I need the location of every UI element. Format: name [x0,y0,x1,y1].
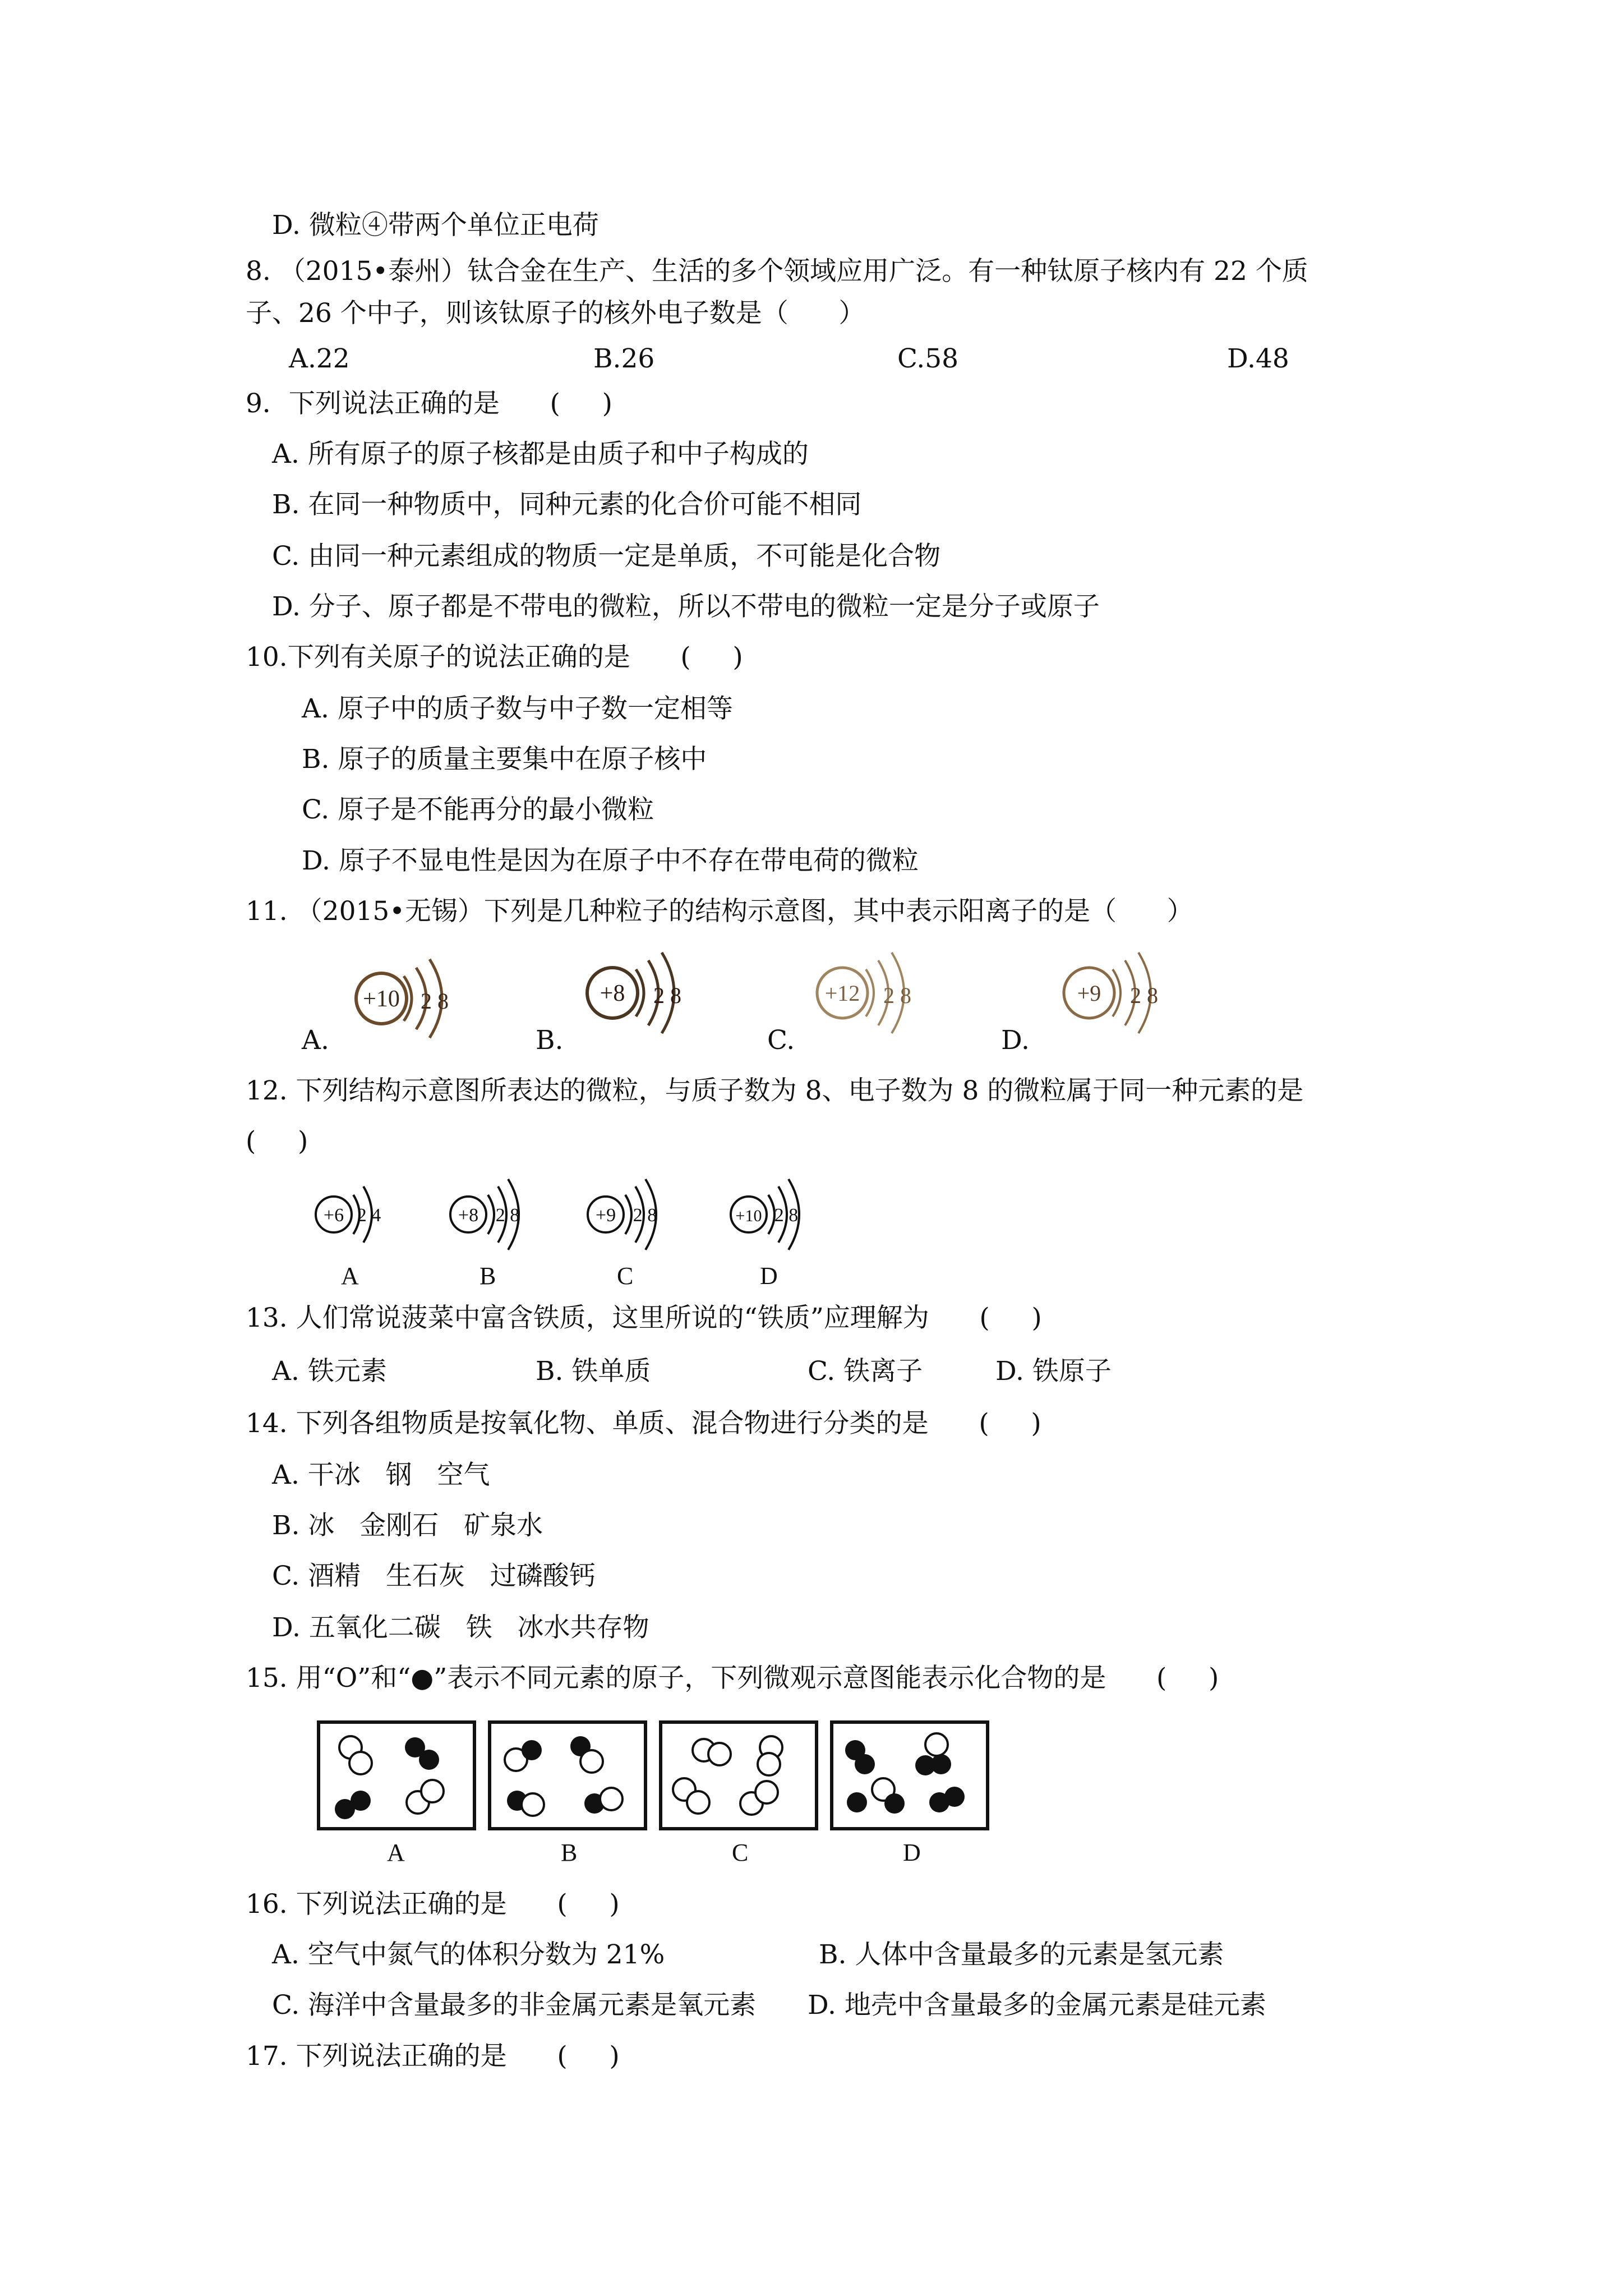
q11-label-d: D. [1001,1025,1030,1056]
white-atom [600,1788,623,1810]
q14-option-b: B. 冰 金刚石 矿泉水 [272,1510,543,1541]
q10-option-a: A. 原子中的质子数与中子数一定相等 [302,693,733,724]
q16-option-d: D. 地壳中含量最多的金属元素是硅元素 [808,1990,1266,2021]
black-atom [884,1793,905,1814]
q14-option-d: D. 五氧化二碳 铁 冰水共存物 [272,1612,649,1643]
q9-option-b: B. 在同一种物质中，同种元素的化合价可能不相同 [272,489,862,520]
white-atom [925,1733,948,1756]
white-atom [687,1791,709,1814]
q11-diagram-a [348,942,471,1043]
q9-option-a: A. 所有原子的原子核都是由质子和中子构成的 [272,439,809,470]
q8-option-c: C.58 [897,343,959,374]
shell-arc [488,1195,494,1234]
electron-counts: 2 8 [883,983,911,1008]
white-atom [522,1793,544,1816]
q14-option-a: A. 干冰 钢 空气 [272,1460,490,1490]
electron-counts: 2 4 [357,1205,381,1226]
black-atom [351,1791,371,1811]
q15-diagrams [317,1719,990,1837]
white-atom [580,1750,603,1773]
nucleus-charge: +10 [735,1207,762,1225]
q15-box-d [832,1722,988,1829]
q10-option-b: B. 原子的质量主要集中在原子核中 [302,744,707,775]
nucleus-charge: +8 [600,981,625,1006]
black-atom [931,1754,951,1774]
q15-label-a: A [387,1839,405,1866]
q8-stem-line2: 子、26 个中子，则该钛原子的核外电子数是（ ） [246,298,865,329]
q9-option-c: C. 由同一种元素组成的物质一定是单质，不可能是化合物 [272,541,941,572]
nucleus-charge: +10 [363,986,400,1012]
white-atom [755,1781,778,1803]
nucleus-charge: +8 [458,1205,479,1226]
shell-arc [768,1195,774,1234]
q8-option-d: D.48 [1227,343,1289,374]
electron-counts: 2 8 [495,1205,520,1226]
q15-stem: 15. 用“O”和“●”表示不同元素的原子，下列微观示意图能表示化合物的是 ( ) [246,1663,1219,1694]
q13-stem: 13. 人们常说菠菜中富含铁质，这里所说的“铁质”应理解为 ( ) [246,1303,1042,1333]
q16-option-b: B. 人体中含量最多的元素是氢元素 [819,1939,1224,1970]
q11-diagram-c [808,937,931,1038]
q10-stem: 10.下列有关原子的说法正确的是 ( ) [246,642,743,673]
q12-label-c: C [617,1262,634,1290]
q12-diagram-c [580,1167,687,1251]
q12-label-d: D [760,1262,778,1290]
q11-label-a: A. [302,1025,329,1056]
q16-option-c: C. 海洋中含量最多的非金属元素是氧元素 [272,1990,757,2021]
nucleus-charge: +9 [1077,981,1101,1006]
q14-stem: 14. 下列各组物质是按氧化物、单质、混合物进行分类的是 ( ) [246,1408,1041,1439]
q9-option-d: D. 分子、原子都是不带电的微粒，所以不带电的微粒一定是分子或原子 [272,591,1100,622]
q14-option-c: C. 酒精 生石灰 过磷酸钙 [272,1561,596,1591]
white-atom [421,1780,444,1802]
electron-counts: 2 8 [421,988,449,1014]
q15-box-c [661,1722,817,1829]
q16-option-a: A. 空气中氮气的体积分数为 21% [272,1939,665,1970]
q11-label-b: B. [536,1025,564,1056]
black-atom [522,1740,542,1760]
q12-diagram-b [443,1167,550,1251]
q13-option-a: A. 铁元素 [272,1356,387,1387]
black-atom [419,1750,439,1770]
nucleus-charge: +6 [323,1205,344,1226]
q15-label-b: B [561,1839,578,1866]
q15-label-c: C [732,1839,749,1866]
electron-counts: 2 8 [774,1205,799,1226]
q12-label-a: A [341,1262,359,1290]
q9-stem: 9．下列说法正确的是 ( ) [246,388,612,419]
q12-stem-line1: 12. 下列结构示意图所表达的微粒，与质子数为 8、电子数为 8 的微粒属于同一种元素的是 [246,1075,1304,1106]
q12-stem-line2: ( ) [246,1126,308,1157]
q11-stem: 11. （2015•无锡）下列是几种粒子的结构示意图，其中表示阳离子的是（ ） [246,896,1193,927]
q8-stem-line1: 8. （2015•泰州）钛合金在生产、生活的多个领域应用广泛。有一种钛原子核内有 22 个质 [246,256,1308,287]
electron-counts: 2 8 [633,1205,657,1226]
q15-label-d: D [903,1839,921,1866]
q13-option-b: B. 铁单质 [536,1356,651,1387]
nucleus-charge: +12 [824,981,860,1006]
white-atom [758,1753,780,1775]
q12-label-b: B [479,1262,496,1290]
nucleus-charge: +9 [595,1205,616,1226]
q7-option-d: D. 微粒④带两个单位正电荷 [272,210,599,241]
q17-stem: 17. 下列说法正确的是 ( ) [246,2041,620,2072]
q12-diagram-d [723,1167,830,1251]
q13-option-c: C. 铁离子 [808,1356,923,1387]
shell-arc [625,1195,631,1234]
white-atom [708,1743,731,1765]
q16-stem: 16. 下列说法正确的是 ( ) [246,1889,620,1920]
black-atom [855,1754,875,1774]
black-atom [847,1792,867,1812]
black-atom [944,1787,965,1807]
electron-counts: 2 8 [653,983,681,1008]
q15-box-b [490,1722,645,1829]
q11-diagram-b [578,937,701,1038]
q15-box-a [319,1722,474,1829]
q11-label-c: C. [767,1025,795,1056]
electron-counts: 2 8 [1130,983,1158,1008]
q10-option-c: C. 原子是不能再分的最小微粒 [302,794,654,825]
q13-option-d: D. 铁原子 [995,1356,1112,1387]
q8-option-a: A.22 [289,343,350,374]
q8-option-b: B.26 [593,343,655,374]
q10-option-d: D. 原子不显电性是因为在原子中不存在带电荷的微粒 [302,845,919,876]
white-atom [349,1752,372,1774]
q12-diagram-a [308,1167,409,1251]
q11-diagram-d [1054,937,1178,1038]
